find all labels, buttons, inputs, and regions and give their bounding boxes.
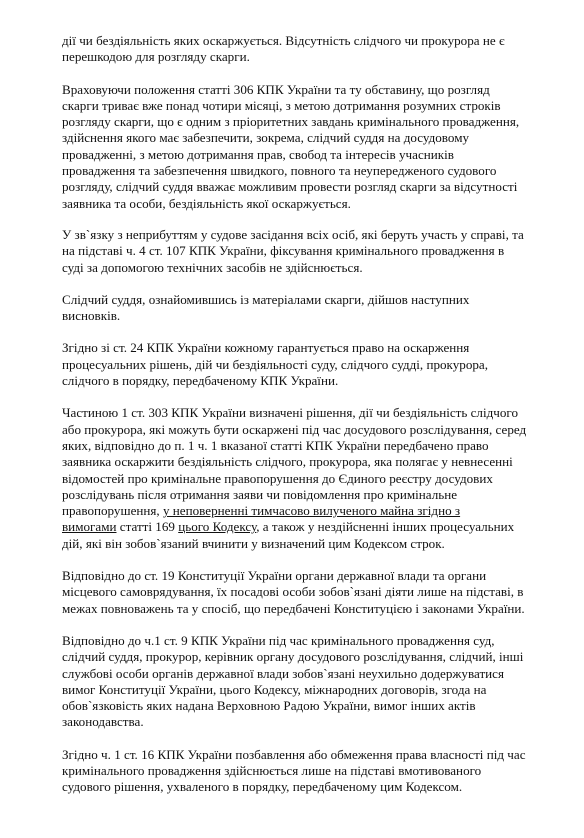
underlined-phrase-this-code: цього Кодексу bbox=[178, 519, 257, 535]
paragraph-3: У зв`язку з неприбуттям у судове засідання всіх осіб, які беруть участь у справі, та на підставі ч. 4 ст. 107 КПК України, фіксування кримінального провадження в суді за допомогою технічних засобів не здійснюється. bbox=[62, 226, 524, 275]
underlined-phrase-property-return: у неповерненні тимчасово вилученого майна згідно з вимогами bbox=[62, 503, 461, 535]
paragraph-6-text-between: статті 169 bbox=[116, 519, 179, 535]
paragraph-7: Відповідно до ст. 19 Конституції України органи державної влади та органи місцевого самоврядування, їх посадові особи зобов`язані діяти лише на підставі, в межах повноважень та у спосіб, що передбачені Конституцією і законами України. bbox=[62, 568, 525, 616]
paragraph-1: дії чи бездіяльність яких оскаржується. Відсутність слідчого чи прокурора не є перешкодою для розгляду скарги. bbox=[62, 33, 505, 65]
paragraph-6-text-after: , а також у нездійсненні інших процесуальних дій, які він зобов`язаний вчинити у визначений цим Кодексом строк. bbox=[62, 519, 515, 551]
paragraph-9: Згідно ч. 1 ст. 16 КПК України позбавлення або обмеження права власності під час кримінального провадження здійснюється лише на підставі вмотивованого судового рішення, ухваленого в порядку, передбаченому цим Кодексом. bbox=[62, 746, 526, 795]
paragraph-6 bbox=[62, 405, 532, 552]
paragraph-5: Згідно зі ст. 24 КПК України кожному гарантується право на оскарження процесуальних рішень, дій чи бездіяльності суду, слідчого судді, прокурора, слідчого в порядку, передбаченому КПК України. bbox=[62, 340, 488, 389]
document-page bbox=[62, 33, 532, 813]
paragraph-2: Враховуючи положення статті 306 КПК України та ту обставину, що розгляд скарги триває вже понад чотири місяці, з метою дотримання розумних строків розгляду скарги, що є одним з пріоритетних завдань кримінального провадження, здійснення якого має забезпечити, зокрема, слідчий суддя на досудовому провадженні, з метою дотримання прав, свобод та інтересів учасників провадження та забезпечення швидкого, повного та неупередженого судового розгляду, слідчий суддя вважає можливим провести розгляд скарги за відсутності заявника та особи, бездіяльність якої оскаржується. bbox=[62, 81, 520, 211]
paragraph-6-text-before: Частиною 1 ст. 303 КПК України визначені рішення, дії чи бездіяльність слідчого або прокурора, які можуть бути оскаржені під час досудового розслідування, серед яких, відповідно до п. 1 ч. 1 вказаної статті КПК України передбачено право заявника оскаржити бездіяльність слідчого, прокурора, яка полягає у невнесенні відомостей про кримінальне правопорушення до Єдиного реєстру досудових розслідувань після отримання заяви чи повідомлення про кримінальне правопорушення, bbox=[62, 405, 527, 519]
paragraph-8: Відповідно до ч.1 ст. 9 КПК України під час кримінального провадження суд, слідчий суддя, прокурор, керівник органу досудового розслідування, слідчий, інші службові особи органів державної влади зобов`язані неухильно додержуватися вимог Конституції України, цього Кодексу, міжнародних договорів, згода на обов`язковість яких надана Верховною Радою України, вимог інших актів законодавства. bbox=[62, 632, 524, 730]
paragraph-4: Слідчий суддя, ознайомившись із матеріалами скарги, дійшов наступних висновків. bbox=[62, 291, 470, 324]
